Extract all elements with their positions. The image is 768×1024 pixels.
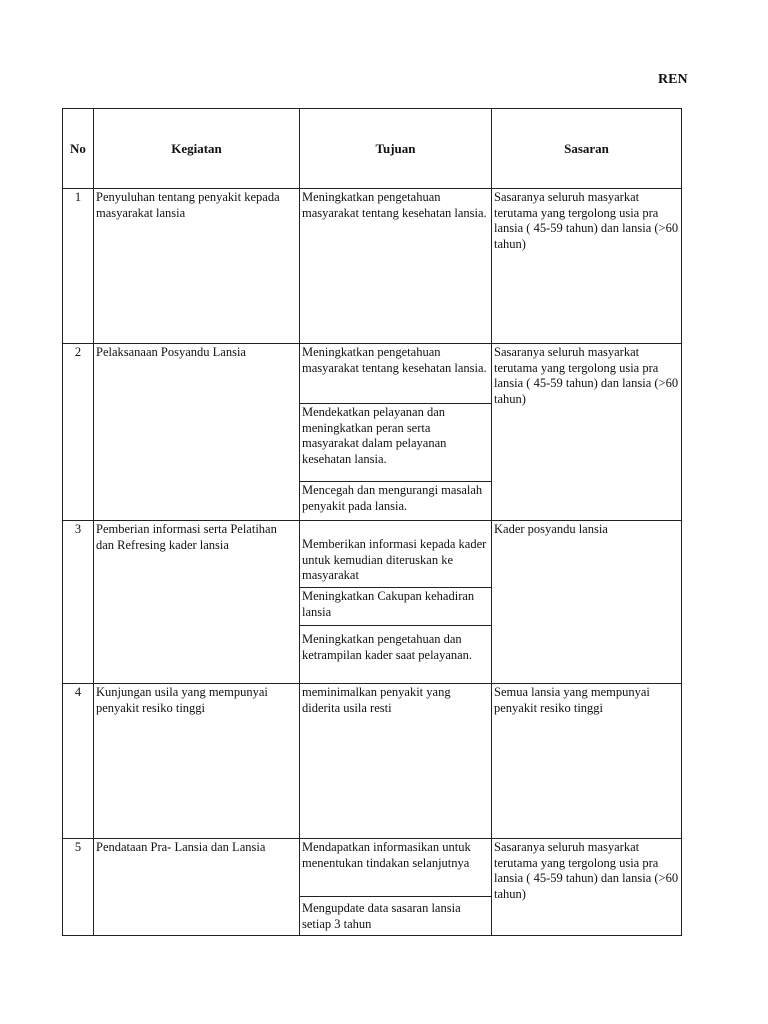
activity-plan-table <box>62 108 682 936</box>
row-number: 3 <box>63 521 94 684</box>
table-row <box>63 521 682 588</box>
row-number: 1 <box>63 189 94 344</box>
tujuan-cell: Mencegah dan mengurangi masalah penyakit pada lansia. <box>300 482 492 521</box>
table-row <box>63 684 682 839</box>
sasaran-cell: Sasaranya seluruh masyarkat terutama yang tergolong usia pra lansia ( 45-59 tahun) dan lansia (>60 tahun) <box>492 839 682 936</box>
header-tujuan: Tujuan <box>300 109 492 189</box>
tujuan-cell: Mendekatkan pelayanan dan meningkatkan peran serta masyarakat dalam pelayanan kesehatan lansia. <box>300 404 492 482</box>
table-row <box>63 189 682 344</box>
sasaran-cell: Sasaranya seluruh masyarkat terutama yang tergolong usia pra lansia ( 45-59 tahun) dan lansia (>60 tahun) <box>492 189 682 344</box>
tujuan-cell: Meningkatkan pengetahuan dan ketrampilan kader saat pelayanan. <box>300 626 492 684</box>
tujuan-cell: Meningkatkan pengetahuan masyarakat tentang kesehatan lansia. <box>300 344 492 404</box>
kegiatan-cell: Pemberian informasi serta Pelatihan dan Refresing kader lansia <box>94 521 300 684</box>
header-no: No <box>63 109 94 189</box>
sasaran-cell: Sasaranya seluruh masyarkat terutama yang tergolong usia pra lansia ( 45-59 tahun) dan lansia (>60 tahun) <box>492 344 682 521</box>
tujuan-cell: meminimalkan penyakit yang diderita usila resti <box>300 684 492 839</box>
tujuan-cell: Meningkatkan pengetahuan masyarakat tentang kesehatan lansia. <box>300 189 492 344</box>
kegiatan-cell: Kunjungan usila yang mempunyai penyakit resiko tinggi <box>94 684 300 839</box>
row-number: 2 <box>63 344 94 521</box>
page-heading: REN <box>658 72 688 87</box>
sasaran-cell: Kader posyandu lansia <box>492 521 682 684</box>
tujuan-cell: Mengupdate data sasaran lansia setiap 3 tahun <box>300 897 492 936</box>
kegiatan-cell: Penyuluhan tentang penyakit kepada masyarakat lansia <box>94 189 300 344</box>
row-number: 4 <box>63 684 94 839</box>
table-header-row <box>63 109 682 189</box>
tujuan-cell: Memberikan informasi kepada kader untuk kemudian diteruskan ke masyarakat <box>300 521 492 588</box>
row-number: 5 <box>63 839 94 936</box>
header-kegiatan: Kegiatan <box>94 109 300 189</box>
kegiatan-cell: Pelaksanaan Posyandu Lansia <box>94 344 300 521</box>
sasaran-cell: Semua lansia yang mempunyai penyakit resiko tinggi <box>492 684 682 839</box>
table-row <box>63 344 682 404</box>
tujuan-cell: Mendapatkan informasikan untuk menentukan tindakan selanjutnya <box>300 839 492 897</box>
table-row <box>63 839 682 897</box>
tujuan-cell: Meningkatkan Cakupan kehadiran lansia <box>300 588 492 626</box>
kegiatan-cell: Pendataan Pra- Lansia dan Lansia <box>94 839 300 936</box>
header-sasaran: Sasaran <box>492 109 682 189</box>
